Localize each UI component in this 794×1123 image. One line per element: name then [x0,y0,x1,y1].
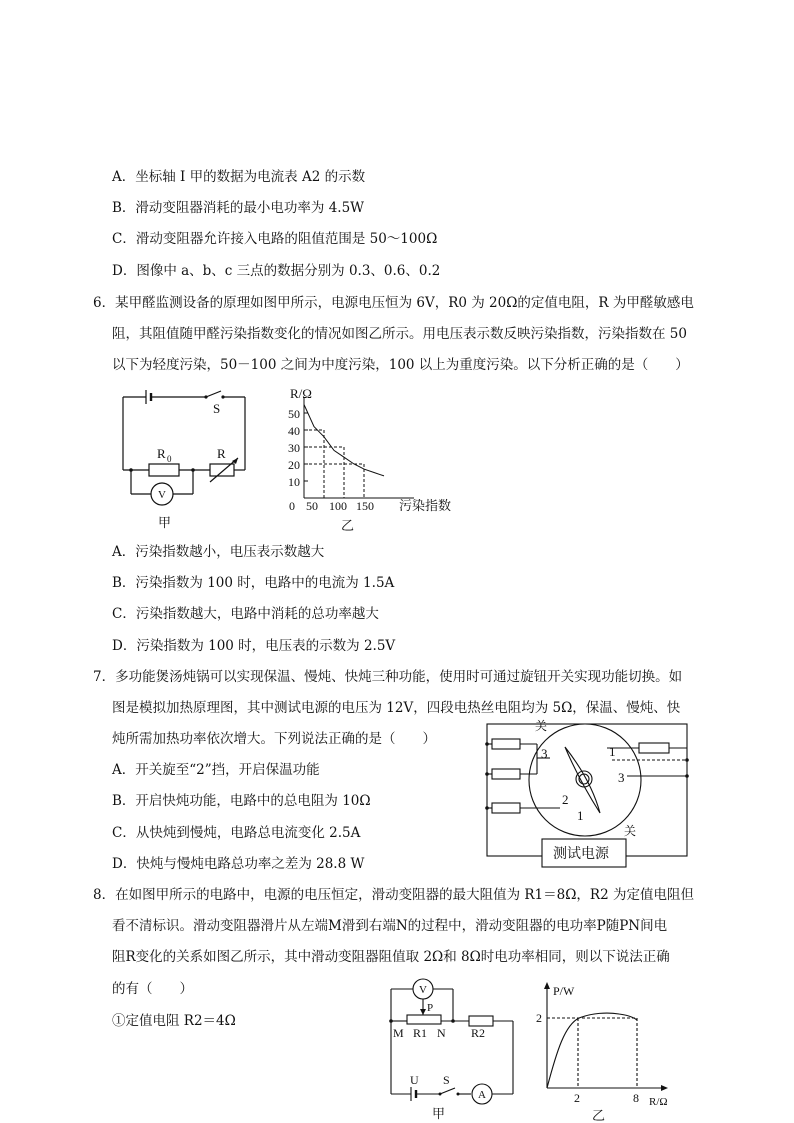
resistance-curve [304,405,384,476]
q8-graph-yi [527,980,677,1123]
q7-stem-line-2: 图是模拟加热原理图，其中测试电源的电压为 12V，四段电热丝电阻均为 5Ω，保温、慢炖、快 [112,700,681,716]
off-label-bottom: 关 [624,824,637,838]
q6-stem-line-2: 阻，其阻值随甲醛污染指数变化的情况如图乙所示。用电压表示数反映污染指数，污染指数在 50 [112,326,687,342]
contact-3-left: 3 [541,746,548,761]
r1-label: R1 [413,1026,428,1040]
slider-p-label: P [427,1002,434,1014]
q8-circuit-jia [385,973,520,1121]
r0-label: R [157,446,166,461]
r2-label: R2 [471,1026,486,1040]
q7-option-d: D．快炖与慢炖电路总功率之差为 28.8 W [112,856,365,872]
voltmeter-label: V [158,489,166,501]
y-tick-40: 40 [288,424,300,438]
y-tick-50: 50 [288,407,300,421]
q6-stem-line-1: 6．某甲醛监测设备的原理如图甲所示，电源电压恒为 6V，R0 为 20Ω的定值电阻，R 为甲醛敏感电 [93,295,694,311]
y-tick-20: 20 [288,458,300,472]
test-power-source-label: 测试电源 [553,845,609,861]
q7-rotary-switch-circuit [482,718,710,873]
ammeter-label: A [478,1089,486,1101]
x-axis-arrow-icon [661,1085,668,1091]
q6-circuit-jia [118,385,258,535]
q8-item-1: ①定值电阻 R2＝4Ω [112,1013,236,1029]
r0-subscript: 0 [167,454,172,464]
x-tick-0: 0 [289,499,295,513]
x-axis-label: 污染指数 [399,498,452,513]
y-tick-10: 10 [288,475,300,489]
q8-stem-line-4: 的有（ ） [112,981,193,997]
q6-option-c: C．污染指数越大，电路中消耗的总功率越大 [112,606,379,622]
slider-arrow-icon [420,1009,426,1015]
q5-option-b: B．滑动变阻器消耗的最小电功率为 4.5W [112,200,365,216]
fig-caption-jia: 甲 [158,515,172,530]
fig-caption-yi: 乙 [341,518,355,533]
switch-s-label: S [443,1073,450,1087]
fig-caption-jia: 甲 [432,1106,446,1121]
contact-2: 2 [562,792,569,807]
y-tick-30: 30 [288,441,300,455]
y-tick-2: 2 [536,1011,542,1025]
voltmeter-label: V [419,984,427,996]
x-tick-50: 50 [306,499,318,513]
r-label: R [217,446,226,461]
q7-stem-line-3: 炖所需加热功率依次增大。下列说法正确的是（ ） [112,731,436,747]
q6-graph-yi [262,380,452,535]
fig-caption-yi: 乙 [592,1108,606,1123]
contact-1-top: 1 [609,744,616,759]
q5-option-c: C．滑动变阻器允许接入电路的阻值范围是 50～100Ω [112,231,438,247]
x-tick-100: 100 [329,499,347,513]
source-u-label: U [410,1073,419,1087]
q6-option-b: B．污染指数为 100 时，电路中的电流为 1.5A [112,575,395,591]
q6-option-a: A．污染指数越小，电压表示数越大 [112,544,325,560]
q7-option-b: B．开启快炖功能，电路中的总电阻为 10Ω [112,793,371,809]
q8-stem-line-2: 看不清标识。滑动变阻器滑片从左端M滑到右端N的过程中，滑动变阻器的电功率P随PN间电 [112,918,668,934]
q5-option-a: A．坐标轴 I 甲的数据为电流表 A2 的示数 [112,169,366,185]
q7-option-a: A．开关旋至“2”挡，开启保温功能 [112,762,320,778]
x-axis-label: R/Ω [649,1096,668,1108]
y-axis-label: R/Ω [290,386,312,401]
q6-option-d: D．污染指数为 100 时，电压表的示数为 2.5V [112,638,396,654]
y-axis-arrow-icon [544,982,550,989]
q5-option-d: D．图像中 a、b、c 三点的数据分别为 0.3、0.6、0.2 [112,263,441,279]
x-tick-2: 2 [574,1091,580,1105]
end-m-label: M [393,1026,404,1040]
switch-label: S [213,401,221,416]
off-label-top: 关 [535,719,548,733]
y-axis-label: P/W [553,984,575,998]
q6-stem-line-3: 以下为轻度污染，50－100 之间为中度污染，100 以上为重度污染。以下分析正确的是（ ） [112,357,689,373]
q8-stem-line-1: 8．在如图甲所示的电路中，电源的电压恒定，滑动变阻器的最大阻值为 R1＝8Ω，R2 为定值电阻但 [93,887,694,903]
q7-stem-line-1: 7．多功能煲汤炖锅可以实现保温、慢炖、快炖三种功能，使用时可通过旋钮开关实现功能切换。如 [93,669,683,685]
x-tick-8: 8 [633,1091,639,1105]
x-tick-150: 150 [356,499,374,513]
q8-stem-line-3: 阻R变化的关系如图乙所示，其中滑动变阻器阻值取 2Ω和 8Ω时电功率相同，则以下说法正确 [112,949,670,965]
end-n-label: N [437,1026,446,1040]
q7-option-c: C．从快炖到慢炖，电路总电流变化 2.5A [112,825,361,841]
contact-3-right: 3 [618,770,625,785]
contact-1-bottom: 1 [577,808,584,823]
